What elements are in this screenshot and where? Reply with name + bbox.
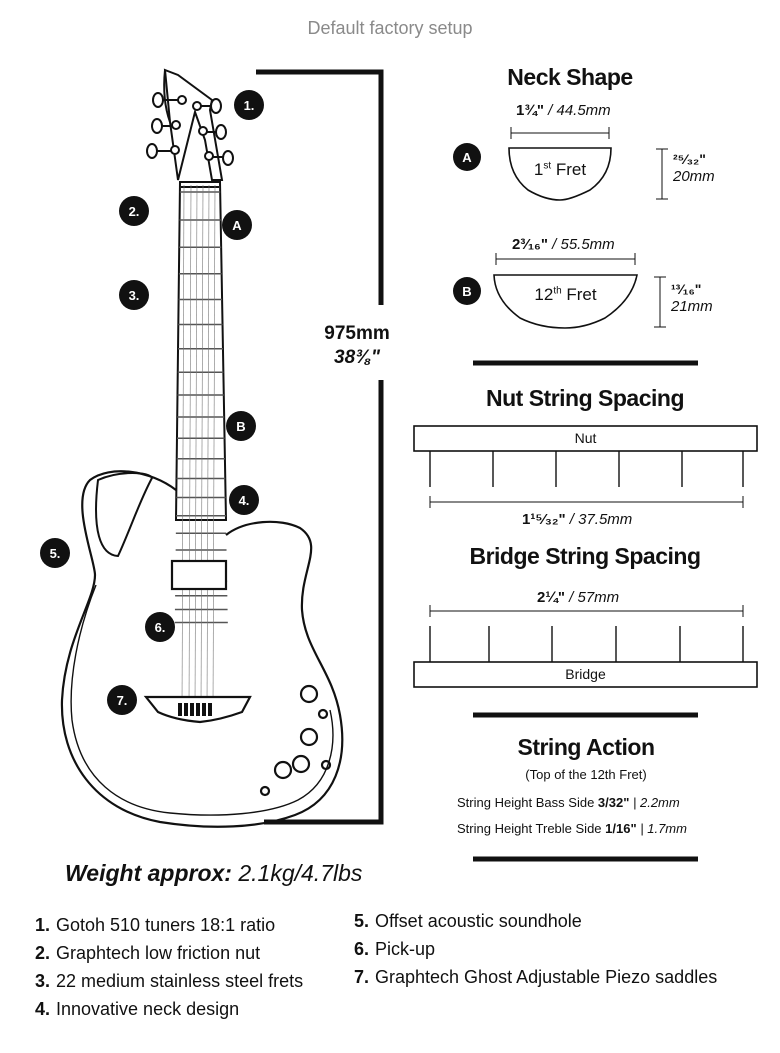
callout-5: 5. [40, 538, 70, 568]
neck-a-width [516, 102, 611, 119]
neck-b-width-mm: / 55.5mm [552, 236, 615, 253]
neck-b-badge: B [453, 277, 481, 305]
callout-7: 7. [107, 685, 137, 715]
neck-a-width-mm: / 44.5mm [548, 102, 611, 119]
neck-a-depth [673, 150, 715, 186]
neck-b-depth [671, 280, 713, 316]
neck-b-width [512, 236, 615, 253]
overall-length-metric: 975mm [324, 323, 390, 344]
feature-2: 2. Graphtech low friction nut [34, 943, 261, 963]
weight-label: Weight approx: [65, 860, 232, 886]
callout-4: 4. [229, 485, 259, 515]
neck-a-depth-mm: 20mm [673, 168, 715, 185]
weight-value: 2.1kg/4.7lbs [231, 860, 363, 886]
string-action-heading: String Action [517, 734, 655, 760]
overall-length-label [312, 322, 402, 370]
feature-4: 4. Innovative neck design [34, 999, 240, 1019]
feature-7: 7. Graphtech Ghost Adjustable Piezo saddles [353, 967, 718, 987]
neck-a-depth-in: ²⁵⁄₃₂" [673, 151, 706, 167]
string-height-treble: String Height Treble Side 1/16" | 1.7mm [457, 821, 687, 836]
nut-spacing-heading: Nut String Spacing [486, 385, 684, 411]
neck-b-width-in: 2³⁄₁₆" [512, 236, 548, 253]
string-height-bass: String Height Bass Side 3/32" | 2.2mm [457, 795, 680, 810]
feature-1: 1. Gotoh 510 tuners 18:1 ratio [34, 915, 276, 935]
callout-b: B [226, 411, 256, 441]
weight-line [65, 860, 362, 887]
bridge-spacing-heading: Bridge String Spacing [469, 543, 701, 569]
nut-box-label: Nut [574, 430, 597, 446]
page-title: Default factory setup [307, 18, 473, 38]
callout-2: 2. [119, 196, 149, 226]
callout-6: 6. [145, 612, 175, 642]
bridge-box-label: Bridge [565, 666, 606, 682]
feature-3: 3. 22 medium stainless steel frets [34, 971, 304, 991]
callout-3: 3. [119, 280, 149, 310]
overall-length-imperial: 38⅜" [334, 347, 380, 368]
neck-a-width-in: 1¾" [516, 102, 544, 119]
callout-1: 1. [234, 90, 264, 120]
callout-a: A [222, 210, 252, 240]
bridge-spacing-value: 2¼" / 57mm [537, 589, 620, 606]
neck-a-label: 1st Fret [533, 160, 587, 179]
neck-b-depth-mm: 21mm [671, 298, 713, 315]
neck-b-label: 12th Fret [534, 285, 597, 304]
feature-5: 5. Offset acoustic soundhole [353, 911, 582, 931]
nut-spacing-value: 1¹⁵⁄₃₂" / 37.5mm [522, 511, 633, 528]
feature-6: 6. Pick-up [353, 939, 436, 959]
neck-b-depth-in: ¹³⁄₁₆" [671, 281, 702, 297]
neck-shape-heading: Neck Shape [507, 64, 633, 90]
string-action-sub: (Top of the 12th Fret) [525, 767, 647, 782]
neck-a-badge: A [453, 143, 481, 171]
